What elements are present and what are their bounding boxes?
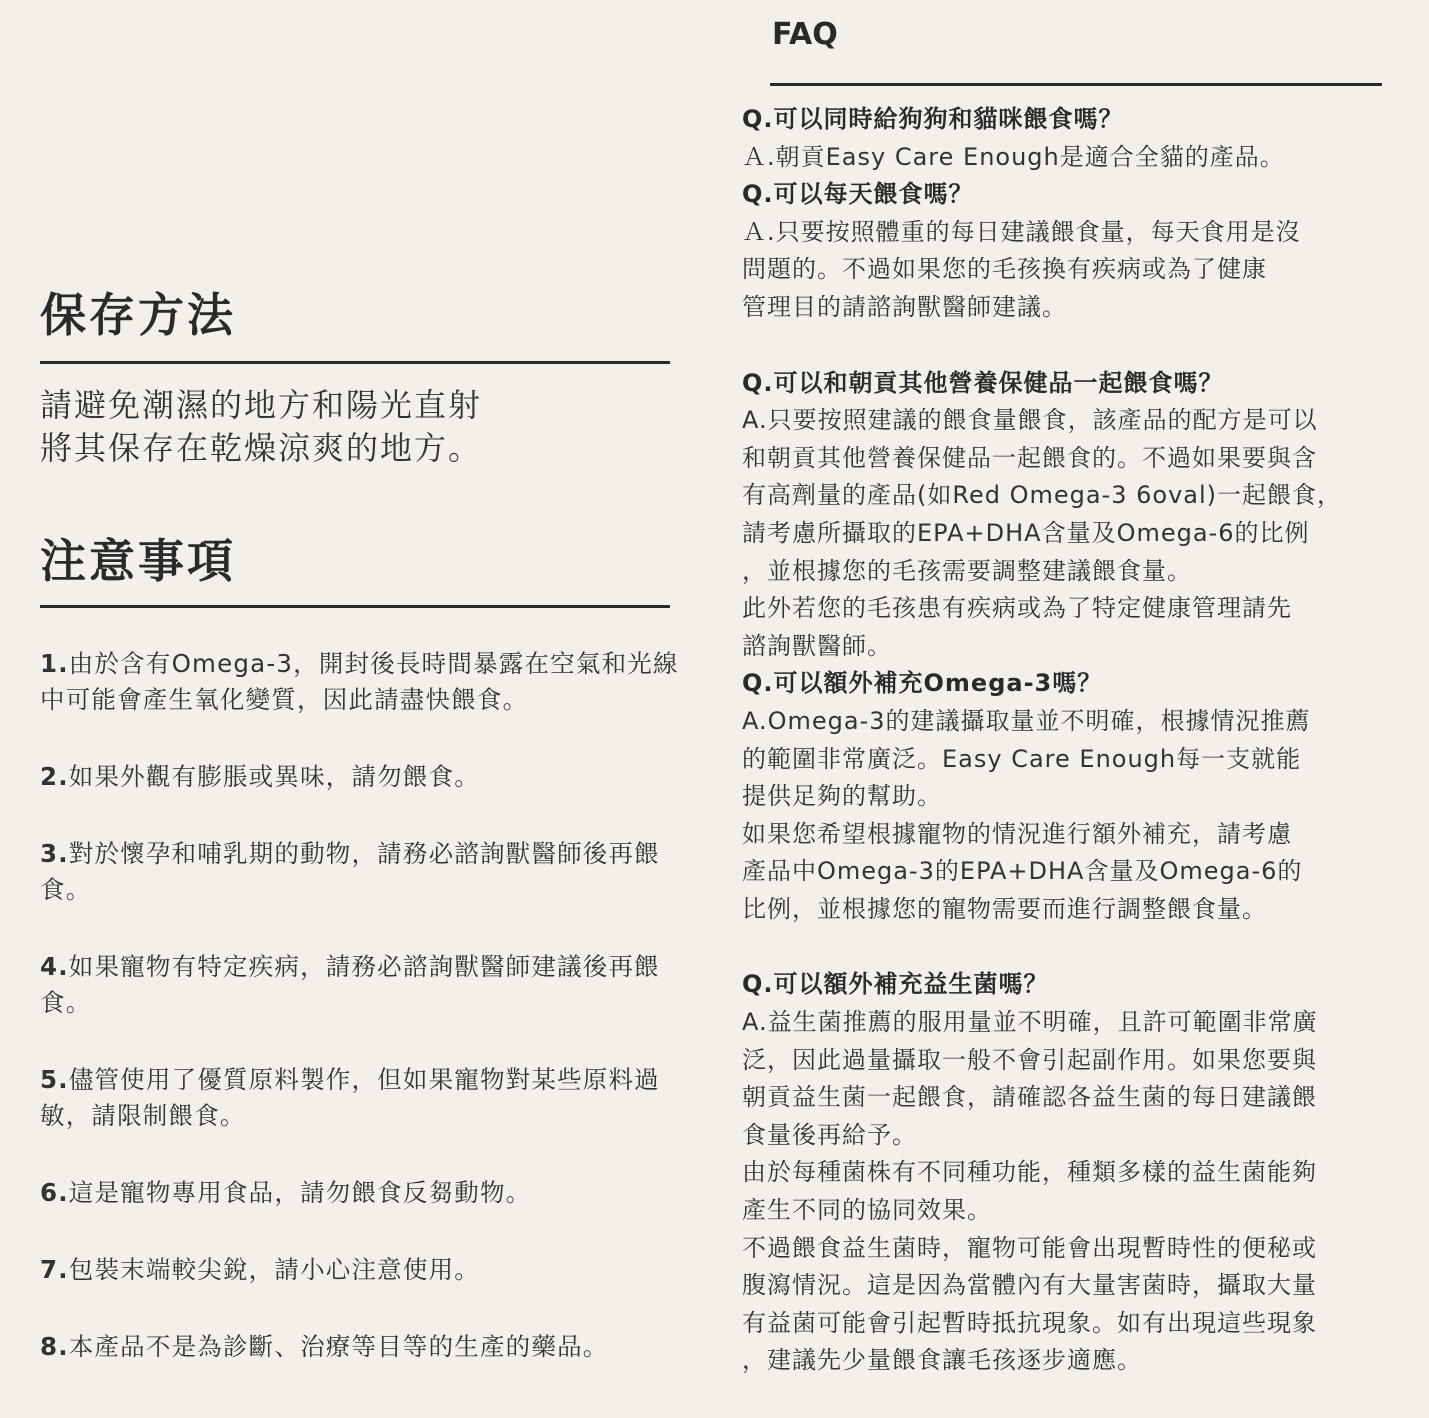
storage-title: 保存方法: [40, 288, 236, 342]
faq-answer-line: Ａ.朝貢Easy Care Enough是適合全貓的產品。: [742, 142, 1285, 171]
storage-line: 請避免潮濕的地方和陽光直射: [40, 386, 483, 424]
faq-question: Q.可以每天餵食嗎？: [742, 180, 974, 209]
list-item: 5.儘管使用了優質原料製作，但如果寵物對某些原料過敏，請限制餵食。: [40, 1065, 660, 1130]
list-item: 3.對於懷孕和哺乳期的動物，請務必諮詢獸醫師後再餵食。: [40, 839, 660, 904]
faq-answer-line: 產生不同的協同效果。: [742, 1196, 992, 1225]
faq-answer-line: 泛，因此過量攝取一般不會引起副作用。如果您要與: [742, 1045, 1317, 1074]
faq-answer-line: 產品中Omega-3的EPA+DHA含量及Omega-6的: [742, 857, 1303, 886]
faq-answer-line: ，建議先少量餵食讓毛孩逐步適應。: [742, 1346, 1142, 1375]
faq-question: Q.可以和朝貢其他營養保健品一起餵食嗎？: [742, 368, 1224, 397]
faq-answer-line: 諮詢獸醫師。: [742, 631, 892, 660]
list-item: 1.由於含有Omega-3，開封後長時間暴露在空氣和光線中可能會產生氧化變質，因此請盡快餵食。: [40, 649, 679, 714]
faq-answer-line: ，並根據您的毛孩需要調整建議餵食量。: [742, 556, 1192, 585]
faq-answer-line: A.益生菌推薦的服用量並不明確，且許可範圍非常廣: [742, 1008, 1318, 1037]
faq-question: Q.可以額外補充益生菌嗎？: [742, 970, 1049, 999]
list-item: 4.如果寵物有特定疾病，請務必諮詢獸醫師建議後再餵食。: [40, 952, 660, 1017]
faq-item: [742, 966, 1412, 1380]
precautions-title: 注意事項: [40, 534, 236, 588]
list-item: 6.這是寵物專用食品，請勿餵食反芻動物。: [40, 1178, 532, 1207]
faq-item: [742, 176, 1412, 326]
faq-item: [742, 365, 1412, 666]
list-item: 8.本產品不是為診斷、治療等目等的生產的藥品。: [40, 1332, 609, 1361]
storage-text: [40, 384, 680, 470]
precautions-list: [40, 646, 700, 1406]
faq-list: [742, 101, 1412, 1380]
faq-answer-line: 食量後再給予。: [742, 1120, 917, 1149]
faq-question: Q.可以同時給狗狗和貓咪餵食嗎？: [742, 105, 1124, 133]
precautions-divider: [40, 605, 670, 608]
faq-answer-line: 問題的。不過如果您的毛孩換有疾病或為了健康: [742, 255, 1267, 284]
faq-title: FAQ: [772, 17, 838, 52]
faq-answer-line: 請考慮所攝取的EPA+DHA含量及Omega-6的比例: [742, 518, 1310, 547]
faq-answer-line: 和朝貢其他營養保健品一起餵食的。不過如果要與含: [742, 443, 1317, 472]
list-item: 7.包裝末端較尖銳，請小心注意使用。: [40, 1255, 480, 1284]
faq-answer-line: A.Omega-3的建議攝取量並不明確，根據情況推薦: [742, 706, 1311, 735]
faq-item: [742, 101, 1412, 176]
faq-item: [742, 665, 1412, 928]
faq-answer-line: 有益菌可能會引起暫時抵抗現象。如有出現這些現象: [742, 1308, 1317, 1337]
faq-question: Q.可以額外補充Omega-3嗎？: [742, 669, 1103, 698]
faq-answer-line: 此外若您的毛孩患有疾病或為了特定健康管理請先: [742, 594, 1292, 623]
faq-answer-line: 提供足夠的幫助。: [742, 782, 942, 811]
faq-answer-line: 管理目的請諮詢獸醫師建議。: [742, 292, 1067, 321]
storage-line: 將其保存在乾燥涼爽的地方。: [40, 429, 483, 467]
storage-divider: [40, 361, 670, 364]
faq-answer-line: 由於每種菌株有不同種功能，種類多樣的益生菌能夠: [742, 1158, 1317, 1187]
faq-answer-line: 有高劑量的產品(如Red Omega-3 6oval)一起餵食，: [742, 481, 1343, 510]
faq-divider: [770, 83, 1382, 86]
faq-answer-line: A.只要按照建議的餵食量餵食，該產品的配方是可以: [742, 406, 1318, 435]
faq-answer-line: 比例，並根據您的寵物需要而進行調整餵食量。: [742, 894, 1267, 923]
faq-answer-line: 如果您希望根據寵物的情況進行額外補充，請考慮: [742, 819, 1292, 848]
faq-answer-line: 不過餵食益生菌時，寵物可能會出現暫時性的便秘或: [742, 1233, 1317, 1262]
faq-answer-line: 朝貢益生菌一起餵食，請確認各益生菌的每日建議餵: [742, 1083, 1317, 1112]
list-item: 2.如果外觀有膨脹或異味，請勿餵食。: [40, 762, 480, 791]
faq-answer-line: Ａ.只要按照體重的每日建議餵食量，每天食用是沒: [742, 217, 1301, 246]
faq-answer-line: 的範圍非常廣泛。Easy Care Enough每一支就能: [742, 744, 1302, 773]
faq-answer-line: 腹瀉情況。這是因為當體內有大量害菌時，攝取大量: [742, 1271, 1317, 1300]
